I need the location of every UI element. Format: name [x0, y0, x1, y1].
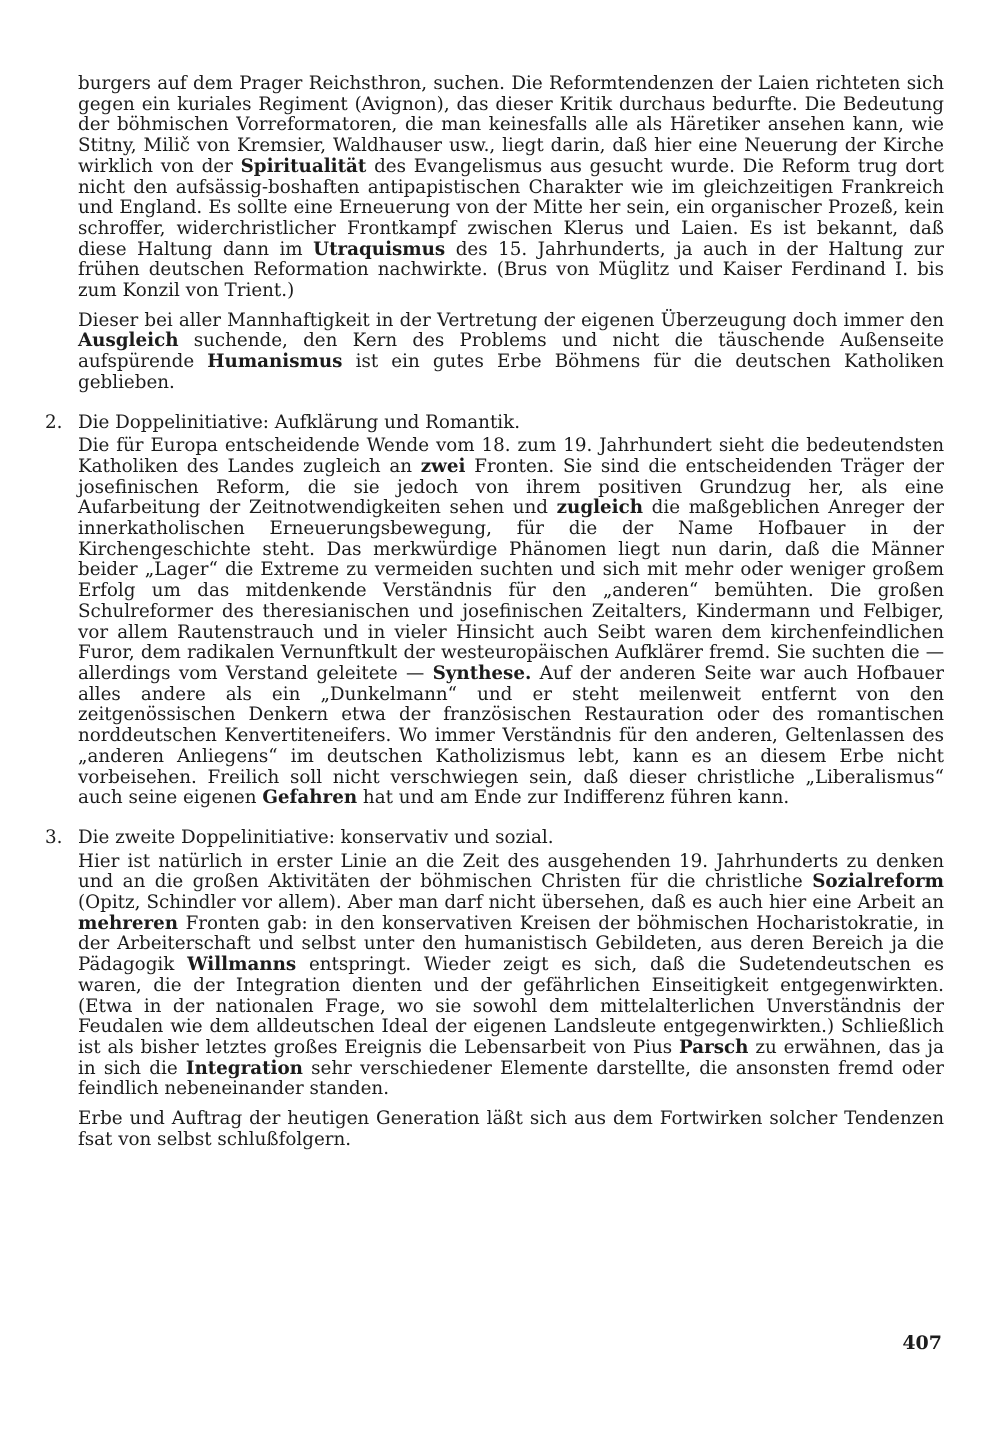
- paragraph: [78, 436, 944, 809]
- bold-text-run: Utraquismus: [313, 238, 446, 260]
- text-run: Die Doppelinitiative: Aufklärung und Romantik.: [78, 411, 521, 433]
- text-run: Fronten gab: in den konservativen Kreisen der böhmischen Hocharistokratie, in der Arbeiterschaft und selbst unter den humanistisch Gebildeten, aus deren Bereich ja die Pädagogik: [78, 912, 944, 976]
- text-run: Erbe und Auftrag der heutigen Generation läßt sich aus dem Fortwirken solcher Tendenzen fsat von selbst schlußfolgern.: [78, 1108, 944, 1150]
- bold-text-run: Willmanns: [187, 954, 297, 976]
- paragraph: [78, 852, 944, 1100]
- text-run: des Evangelismus aus gesucht wurde. Die Reform trug dort nicht den aufsässig-boshaften antipapistischen Charakter wie im gleichzeitigen Frankreich und England. Es sollte eine Erneuerung von der Mitte her sein, ein organischer Prozeß, kein schroffer, widerchristlicher Frontkampf zwischen Klerus und Laien. Es ist bekannt, daß diese Haltung dann im: [78, 155, 944, 260]
- bold-text-run: Parsch: [679, 1036, 749, 1058]
- text-run: Dieser bei aller Mannhaftigkeit in der Vertretung der eigenen Überzeugung doch immer den: [78, 309, 944, 331]
- page-number: 407: [902, 1332, 942, 1354]
- bold-text-run: Gefahren: [262, 787, 358, 809]
- bold-text-run: Humanismus: [207, 351, 343, 373]
- text-run: Auf der anderen Seite war auch Hofbauer alles andere als ein „Dunkelmann“ und er steht meilenweit entfernt von den zeitgenössischen Denkern etwa der französischen Restauration oder des romantischen norddeutschen Kenvertiteneifers. Wo immer Verständnis für den anderen, Geltenlassen des „anderen Anliegens“ im deutschen Katholizismus lebt, kann es an diesem Erbe nicht vorbeisehen. Freilich soll nicht verschwiegen sein, daß dieser christliche „Liberalismus“ auch seine eigenen: [78, 662, 944, 809]
- paragraph-closing: [78, 1109, 944, 1150]
- section-heading-3: [45, 826, 944, 849]
- section-title: [78, 827, 554, 848]
- paragraph-continuation: [78, 74, 944, 302]
- section-heading-2: [45, 411, 944, 434]
- text-run: Die zweite Doppelinitiative: konservativ und sozial.: [78, 826, 554, 848]
- text-run: des 15. Jahrhunderts, ja auch in der Haltung zur frühen deutschen Reformation nachwirkte. (Brus von Müglitz und Kaiser Ferdinand I. bis zum Konzil von Trient.): [78, 238, 944, 302]
- text-run: suchende, den Kern des Problems und nicht die täuschende Außenseite aufspürende: [78, 330, 944, 373]
- text-run: ist ein gutes Erbe Böhmens für die deutschen Katholiken geblieben.: [78, 351, 944, 393]
- section-number: 2.: [45, 411, 63, 433]
- bold-text-run: Spiritualität: [240, 155, 367, 177]
- text-run: Fronten. Sie sind die entscheidenden Träger der josefinischen Reform, die sie jedoch von ihrem positiven Grundzug her, als eine Aufarbeitung der Zeitnotwendigkeiten sehen und: [78, 455, 944, 519]
- text-run: sehr verschiedener Elemente darstellte, die ansonsten fremd oder feindlich nebeneinander standen.: [78, 1057, 945, 1100]
- bold-text-run: Sozialreform: [812, 871, 944, 893]
- text-run: Die für Europa entscheidende Wende vom 18. zum 19. Jahrhundert sieht die bedeutendsten Katholiken des Landes zugleich an: [78, 435, 944, 477]
- page-content: [45, 73, 945, 1150]
- text-run: (Opitz, Schindler vor allem). Aber man darf nicht übersehen, daß es auch hier eine Arbeit an: [78, 892, 944, 914]
- bold-text-run: zwei: [420, 455, 466, 477]
- paragraph: [78, 311, 944, 394]
- section-title: [78, 412, 520, 433]
- text-run: Hier ist natürlich in erster Linie an die Zeit des ausgehenden 19. Jahrhunderts zu denken und an die großen Aktivitäten der böhmischen Christen für die christliche: [78, 850, 944, 893]
- text-run: burgers auf dem Prager Reichsthron, suchen. Die Reformtendenzen der Laien richteten sich gegen ein kuriales Regiment (Avignon), das dieser Kritik durchaus bedurfte. Die Bedeutung der böhmischen Vorreformatoren, die man keinesfalls alle als Häretiker ansehen kann, wie Stitny, Milič von Kremsier, Waldhauser usw., liegt darin, daß hier eine Neuerung der Kirche wirklich von der: [78, 73, 944, 177]
- bold-text-run: Integration: [185, 1057, 303, 1079]
- bold-text-run: mehreren: [78, 912, 179, 934]
- text-run: zu erwähnen, das ja in sich die: [78, 1036, 944, 1079]
- text-run: entspringt. Wieder zeigt es sich, daß die Sudetendeutschen es waren, die der Integration dienten und der gefährlichen Einseitigkeit entgegenwirkten. (Etwa in der nationalen Frage, wo sie sowohl dem mittelalterlichen Unverständnis der Feudalen wie dem alldeutschen Ideal der eigenen Landsleute entgegenwirkten.) Schließlich ist als bisher letztes großes Ereignis die Lebensarbeit von Pius: [78, 954, 944, 1058]
- section-number: 3.: [45, 826, 63, 848]
- text-run: die maßgeblichen Anreger der innerkatholischen Erneuerungsbewegung, für die der Name Hofbauer in der Kirchengeschichte steht. Das merkwürdige Phänomen liegt nun darin, daß die Männer beider „Lager“ die Extreme zu vermeiden suchten und sich mit mehr oder weniger großem Erfolg um das mitdenkende Verständnis für den „anderen“ bemühten. Die großen Schulreformer des theresianischen und josefinischen Zeitalters, Kindermann und Felbiger, vor allem Rautenstrauch und in vieler Hinsicht auch Seibt waren dem kirchenfeindlichen Furor, dem radikalen Vernunftkult der westeuropäischen Aufklärer fremd. Sie suchten die — allerdings vom Verstand geleitete —: [78, 497, 944, 684]
- bold-text-run: zugleich: [556, 497, 644, 519]
- text-run: hat und am Ende zur Indifferenz führen kann.: [357, 787, 790, 809]
- bold-text-run: Ausgleich: [78, 330, 179, 352]
- bold-text-run: Synthese.: [432, 662, 532, 684]
